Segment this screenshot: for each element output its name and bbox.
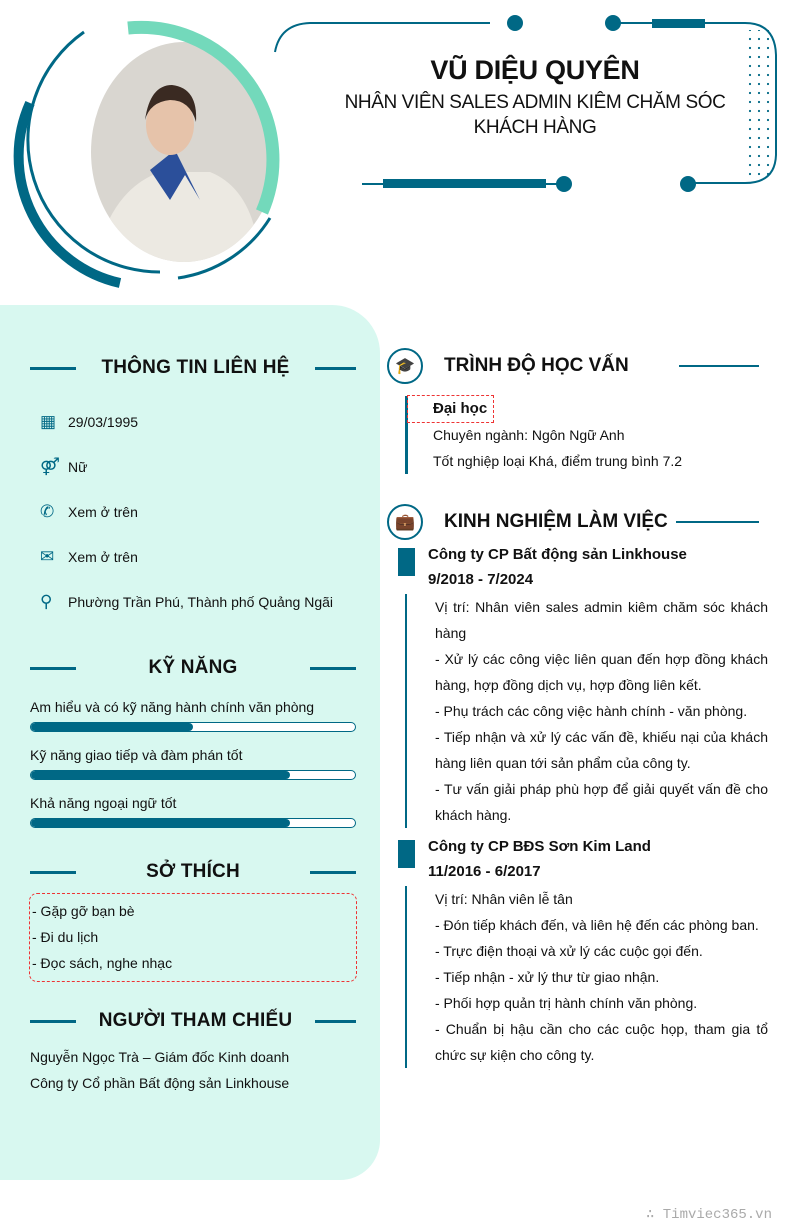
graduation-cap-icon: 🎓 [387, 348, 423, 384]
skill-item: Khả năng ngoại ngữ tốt [30, 795, 356, 828]
hobbies-list [29, 893, 357, 982]
education-heading: 🎓 TRÌNH ĐỘ HỌC VẤN [387, 348, 759, 384]
phone-icon: ✆ [40, 502, 55, 521]
job-period: 11/2016 - 6/2017 [428, 863, 541, 880]
skill-bar [30, 770, 356, 780]
hobbies-heading: SỞ THÍCH [30, 861, 356, 883]
job-period: 9/2018 - 7/2024 [428, 571, 534, 588]
hobby-item: - Gặp gỡ bạn bè [32, 903, 135, 919]
job-company: Công ty CP Bất động sản Linkhouse [428, 546, 687, 563]
degree: Đại học [408, 396, 493, 422]
education-entry: Đại học Chuyên ngành: Ngôn Ngữ Anh Tốt nghiệp loại Khá, điểm trung bình 7.2 [405, 396, 765, 474]
hobby-item: - Đi du lịch [32, 929, 99, 945]
briefcase-icon: 💼 [387, 504, 423, 540]
skills-heading: KỸ NĂNG [30, 657, 356, 679]
job-company: Công ty CP BĐS Sơn Kim Land [428, 838, 651, 855]
contact-birthdate: ▦ 29/03/1995 [40, 412, 139, 431]
gender-icon: ⚤ [40, 457, 60, 476]
job-entry: Công ty CP BĐS Sơn Kim Land 11/2016 - 6/2017 Vị trí: Nhân viên lễ tân - Đón tiếp khách đến, và liên hệ đến các phòng ban. - Trực điện thoại và xử lý các cuộc gọi đến. - Tiếp nhận - xử lý thư từ giao nhận. - Phối hợp quản trị hành chính văn phòng. - Chuẩn bị hậu cần cho các cuộc họp, tham gia tổ chức sự kiện cho công ty. [398, 834, 768, 1068]
skill-bar-fill [31, 771, 290, 779]
references-heading: NGƯỜI THAM CHIẾU [30, 1010, 356, 1032]
skill-item: Kỹ năng giao tiếp và đàm phán tốt [30, 747, 356, 780]
calendar-icon: ▦ [40, 412, 57, 431]
skill-bar-fill [31, 819, 290, 827]
candidate-name: VŨ DIỆU QUYÊN [430, 55, 640, 85]
skill-item: Am hiểu và có kỹ năng hành chính văn phòng [30, 699, 356, 732]
contact-phone: ✆ Xem ở trên [40, 502, 138, 521]
skill-bar [30, 818, 356, 828]
skill-bar [30, 722, 356, 732]
contact-heading: THÔNG TIN LIÊN HỆ [30, 357, 356, 379]
email-icon: ✉ [40, 547, 55, 566]
job-entry: Công ty CP Bất động sản Linkhouse 9/2018 - 7/2024 Vị trí: Nhân viên sales admin kiêm chăm sóc khách hàng - Xử lý các công việc liên quan đến hợp đồng khách hàng, hợp đồng dịch vụ, hợp đồng liên kết. - Phụ trách các công việc hành chính - văn phòng. - Tiếp nhận và xử lý các vấn đề, khiếu nại của khách hàng liên quan tới sản phẩm của công ty. - Tư vấn giải pháp phù hợp để giải quyết vấn đề cho khách hàng. [398, 542, 768, 828]
contact-address: ⚲ Phường Trần Phú, Thành phố Quảng Ngãi [40, 592, 334, 611]
contact-email: ✉ Xem ở trên [40, 547, 138, 566]
reference: Nguyễn Ngọc Trà – Giám đốc Kinh doanh Công ty Cổ phần Bất động sản Linkhouse [30, 1049, 290, 1091]
job-title: NHÂN VIÊN SALES ADMIN KIÊM CHĂM SÓC KHÁCH HÀNG [344, 92, 726, 138]
watermark: ∴ Timviec365.vn [645, 1207, 772, 1223]
experience-heading: 💼 KINH NGHIỆM LÀM VIỆC [387, 504, 759, 540]
header-decoration [0, 0, 800, 300]
hobby-item: - Đọc sách, nghe nhạc [32, 955, 173, 971]
skill-bar-fill [31, 723, 193, 731]
location-icon: ⚲ [40, 592, 53, 611]
contact-gender: ⚤ Nữ [40, 457, 88, 476]
